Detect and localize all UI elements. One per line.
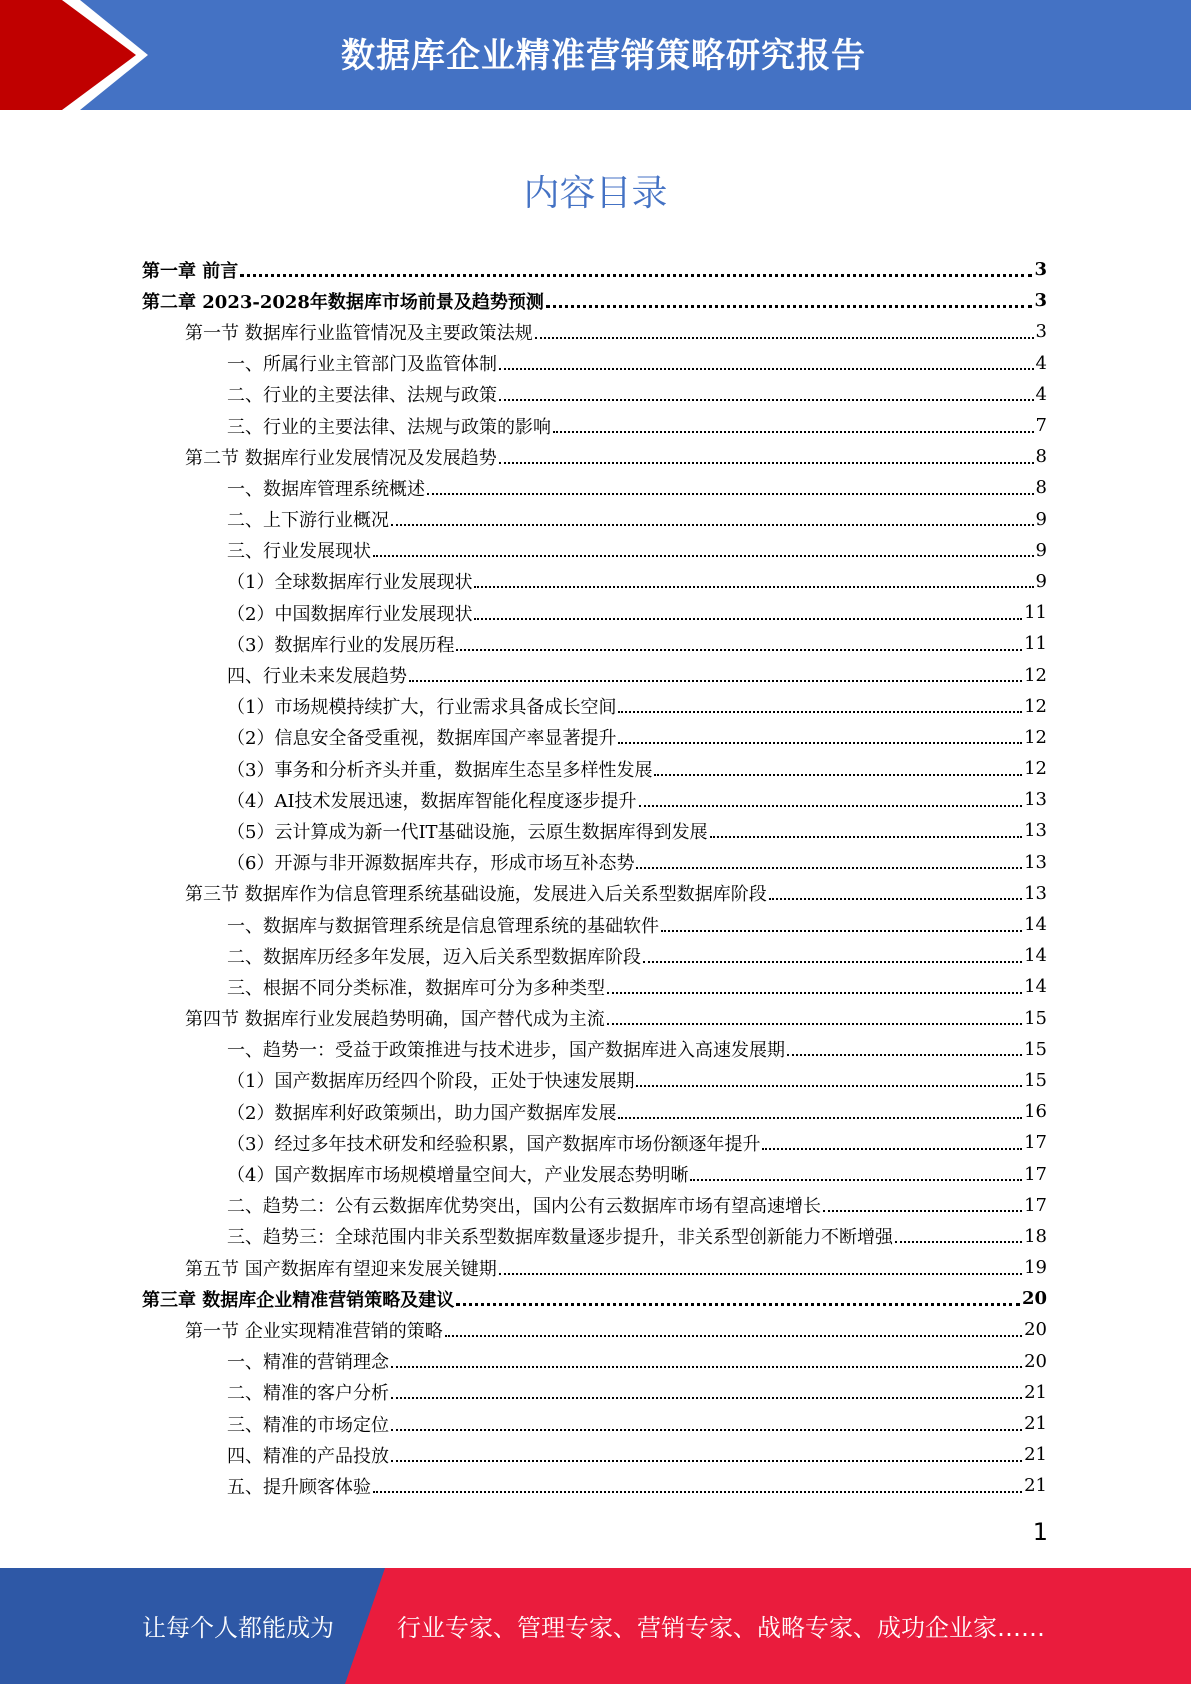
toc-leader-dots (373, 1491, 1022, 1493)
toc-entry-title: （4）AI技术发展迅速，数据库智能化程度逐步提升 (227, 790, 637, 812)
toc-entry[interactable] (142, 1003, 1047, 1034)
footer-band (0, 1568, 1191, 1684)
toc-entry[interactable] (142, 1377, 1047, 1408)
toc-leader-dots (391, 1366, 1022, 1368)
toc-entry-page: 11 (1024, 602, 1047, 624)
toc-leader-dots (607, 992, 1022, 994)
toc-leader-dots (762, 1148, 1022, 1150)
table-of-contents (142, 254, 1047, 1502)
toc-leader-dots (499, 462, 1034, 464)
toc-entry-page: 15 (1024, 1007, 1047, 1029)
toc-leader-dots (499, 368, 1034, 370)
toc-entry-page: 9 (1035, 508, 1047, 530)
toc-entry-title: 二、精准的客户分析 (227, 1383, 389, 1405)
toc-leader-dots (654, 774, 1022, 776)
toc-entry-title: （4）国产数据库市场规模增量空间大，产业发展态势明晰 (227, 1165, 689, 1187)
toc-entry[interactable] (142, 285, 1047, 316)
toc-entry-title: 第三节 数据库作为信息管理系统基础设施，发展进入后关系型数据库阶段 (185, 884, 767, 906)
toc-entry[interactable] (142, 940, 1047, 971)
toc-leader-dots (618, 1117, 1022, 1119)
toc-entry-page: 21 (1024, 1413, 1047, 1435)
toc-leader-dots (535, 337, 1034, 339)
toc-entry-title: （3）经过多年技术研发和经验积累，国产数据库市场份额逐年提升 (227, 1133, 761, 1155)
toc-leader-dots (409, 680, 1022, 682)
toc-entry-page: 9 (1035, 570, 1047, 592)
toc-leader-dots (391, 524, 1034, 526)
toc-leader-dots (445, 1335, 1022, 1337)
toc-entry-title: （2）数据库利好政策频出，助力国产数据库发展 (227, 1102, 617, 1124)
toc-entry[interactable] (142, 659, 1047, 690)
toc-entry-title: 第四节 数据库行业发展趋势明确，国产替代成为主流 (185, 1009, 605, 1031)
toc-entry-page: 20 (1024, 1350, 1047, 1372)
toc-entry-title: 第一节 数据库行业监管情况及主要政策法规 (185, 322, 533, 344)
toc-entry-title: （2）信息安全备受重视，数据库国产率显著提升 (227, 728, 617, 750)
toc-leader-dots (618, 711, 1022, 713)
toc-entry[interactable] (142, 316, 1047, 347)
toc-entry-page: 7 (1035, 415, 1047, 437)
toc-entry[interactable] (142, 909, 1047, 940)
toc-entry-title: （1）国产数据库历经四个阶段，正处于快速发展期 (227, 1071, 635, 1093)
toc-entry-title: 三、精准的市场定位 (227, 1414, 389, 1436)
toc-entry[interactable] (142, 472, 1047, 503)
toc-entry[interactable] (142, 535, 1047, 566)
toc-entry-title: （3）事务和分析齐头并重，数据库生态呈多样性发展 (227, 759, 653, 781)
toc-entry-page: 20 (1021, 1288, 1047, 1310)
toc-entry[interactable] (142, 254, 1047, 285)
toc-leader-dots (546, 305, 1033, 308)
toc-leader-dots (391, 1397, 1022, 1399)
toc-entry-page: 13 (1024, 882, 1047, 904)
toc-entry[interactable] (142, 1190, 1047, 1221)
toc-entry-title: （6）开源与非开源数据库共存，形成市场互补态势 (227, 853, 635, 875)
toc-entry-title: 四、行业未来发展趋势 (227, 666, 407, 688)
toc-entry-title: 三、根据不同分类标准，数据库可分为多种类型 (227, 977, 605, 999)
toc-entry-title: 二、数据库历经多年发展，迈入后关系型数据库阶段 (227, 946, 641, 968)
toc-entry-page: 21 (1024, 1444, 1047, 1466)
toc-leader-dots (499, 1273, 1022, 1275)
footer-roles: 行业专家、管理专家、营销专家、战略专家、成功企业家…… (397, 1614, 1045, 1642)
toc-leader-dots (661, 930, 1022, 932)
report-title: 数据库企业精准营销策略研究报告 (341, 36, 866, 76)
toc-entry[interactable] (142, 1408, 1047, 1439)
toc-leader-dots (474, 586, 1033, 588)
toc-entry-page: 12 (1024, 664, 1047, 686)
toc-entry-title: 第五节 国产数据库有望迎来发展关键期 (185, 1258, 497, 1280)
toc-leader-dots (427, 493, 1034, 495)
toc-entry-title: 一、趋势一：受益于政策推进与技术进步，国产数据库进入高速发展期 (227, 1040, 785, 1062)
toc-entry-title: 三、行业的主要法律、法规与政策的影响 (227, 416, 551, 438)
toc-leader-dots (553, 431, 1034, 433)
toc-entry-page: 8 (1035, 446, 1047, 468)
toc-entry-page: 17 (1024, 1163, 1047, 1185)
toc-entry[interactable] (142, 1252, 1047, 1283)
toc-entry-page: 3 (1034, 290, 1047, 312)
toc-entry[interactable] (142, 1470, 1047, 1501)
toc-entry-page: 13 (1024, 789, 1047, 811)
toc-entry[interactable] (142, 441, 1047, 472)
toc-leader-dots (240, 274, 1032, 277)
toc-entry-title: （5）云计算成为新一代IT基础设施，云原生数据库得到发展 (227, 821, 708, 843)
toc-entry-title: 二、上下游行业概况 (227, 510, 389, 532)
toc-entry-title: 三、行业发展现状 (227, 541, 371, 563)
toc-entry-page: 3 (1035, 321, 1047, 343)
toc-entry-title: （2）中国数据库行业发展现状 (227, 603, 473, 625)
toc-entry-page: 21 (1024, 1381, 1047, 1403)
toc-leader-dots (456, 649, 1022, 651)
toc-entry-title: 第二章 2023-2028年数据库市场前景及趋势预测 (142, 291, 544, 313)
toc-entry[interactable] (142, 1127, 1047, 1158)
toc-entry-page: 14 (1024, 976, 1047, 998)
toc-entry[interactable] (142, 1158, 1047, 1189)
toc-entry-page: 20 (1024, 1319, 1047, 1341)
toc-leader-dots (474, 618, 1022, 620)
toc-entry-page: 9 (1035, 539, 1047, 561)
toc-leader-dots (499, 399, 1034, 401)
toc-entry[interactable] (142, 566, 1047, 597)
toc-entry[interactable] (142, 722, 1047, 753)
toc-entry-title: 第二节 数据库行业发展情况及发展趋势 (185, 447, 497, 469)
toc-entry-page: 17 (1024, 1194, 1047, 1216)
toc-leader-dots (618, 742, 1022, 744)
toc-leader-dots (895, 1241, 1022, 1243)
toc-entry-page: 12 (1024, 695, 1047, 717)
toc-leader-dots (769, 898, 1022, 900)
toc-entry[interactable] (142, 379, 1047, 410)
toc-entry-title: （1）全球数据库行业发展现状 (227, 572, 473, 594)
header-band (0, 0, 1191, 110)
toc-entry[interactable] (142, 1439, 1047, 1470)
toc-entry-title: 四、精准的产品投放 (227, 1445, 389, 1467)
toc-entry-title: （1）市场规模持续扩大，行业需求具备成长空间 (227, 697, 617, 719)
toc-entry-title: 一、所属行业主管部门及监管体制 (227, 354, 497, 376)
toc-entry-page: 16 (1024, 1101, 1047, 1123)
toc-leader-dots (607, 1023, 1022, 1025)
toc-entry-title: 第一节 企业实现精准营销的策略 (185, 1320, 443, 1342)
toc-entry-page: 14 (1024, 914, 1047, 936)
toc-entry[interactable] (142, 878, 1047, 909)
toc-entry[interactable] (142, 1034, 1047, 1065)
toc-entry-page: 19 (1024, 1257, 1047, 1279)
toc-entry-title: 二、趋势二：公有云数据库优势突出，国内公有云数据库市场有望高速增长 (227, 1196, 821, 1218)
toc-title: 内容目录 (523, 173, 668, 214)
toc-leader-dots (636, 1085, 1022, 1087)
toc-entry[interactable] (142, 1221, 1047, 1252)
toc-leader-dots (690, 1179, 1022, 1181)
toc-entry-page: 12 (1024, 758, 1047, 780)
toc-entry[interactable] (142, 691, 1047, 722)
toc-entry-page: 21 (1024, 1475, 1047, 1497)
toc-entry-title: 一、数据库与数据管理系统是信息管理系统的基础软件 (227, 915, 659, 937)
toc-entry[interactable] (142, 815, 1047, 846)
toc-entry-title: 一、数据库管理系统概述 (227, 478, 425, 500)
toc-leader-dots (391, 1429, 1022, 1431)
toc-entry[interactable] (142, 1283, 1047, 1314)
toc-entry-title: 第三章 数据库企业精准营销策略及建议 (142, 1289, 455, 1311)
toc-leader-dots (636, 867, 1022, 869)
toc-entry[interactable] (142, 784, 1047, 815)
toc-entry-title: 一、精准的营销理念 (227, 1352, 389, 1374)
toc-entry-page: 12 (1024, 726, 1047, 748)
toc-leader-dots (456, 1303, 1020, 1306)
toc-entry[interactable] (142, 628, 1047, 659)
toc-entry[interactable] (142, 1065, 1047, 1096)
toc-leader-dots (823, 1210, 1022, 1212)
toc-entry[interactable] (142, 971, 1047, 1002)
toc-entry[interactable] (142, 597, 1047, 628)
toc-entry-page: 15 (1024, 1038, 1047, 1060)
toc-entry-page: 18 (1024, 1225, 1047, 1247)
toc-entry[interactable] (142, 1346, 1047, 1377)
toc-entry-page: 11 (1024, 633, 1047, 655)
toc-entry-page: 17 (1024, 1132, 1047, 1154)
toc-entry-title: 三、趋势三：全球范围内非关系型数据库数量逐步提升，非关系型创新能力不断增强 (227, 1227, 893, 1249)
toc-entry[interactable] (142, 348, 1047, 379)
toc-entry[interactable] (142, 847, 1047, 878)
toc-entry-page: 14 (1024, 945, 1047, 967)
toc-entry-title: （3）数据库行业的发展历程 (227, 634, 455, 656)
toc-entry-page: 15 (1024, 1069, 1047, 1091)
toc-leader-dots (391, 1460, 1022, 1462)
toc-entry-page: 13 (1024, 851, 1047, 873)
footer-slogan: 让每个人都能成为 (142, 1614, 334, 1642)
toc-leader-dots (710, 836, 1023, 838)
toc-entry[interactable] (142, 504, 1047, 535)
toc-entry[interactable] (142, 410, 1047, 441)
page-number: 1 (1032, 1518, 1048, 1546)
toc-leader-dots (373, 555, 1034, 557)
toc-entry-title: 五、提升顾客体验 (227, 1476, 371, 1498)
toc-leader-dots (639, 805, 1023, 807)
toc-entry[interactable] (142, 1096, 1047, 1127)
toc-entry[interactable] (142, 1314, 1047, 1345)
toc-entry-page: 8 (1035, 477, 1047, 499)
toc-entry-page: 4 (1035, 383, 1047, 405)
toc-entry-title: 第一章 前言 (142, 260, 239, 282)
toc-entry-page: 3 (1034, 259, 1047, 281)
toc-leader-dots (787, 1054, 1022, 1056)
toc-entry-title: 二、行业的主要法律、法规与政策 (227, 385, 497, 407)
toc-entry[interactable] (142, 753, 1047, 784)
toc-leader-dots (643, 961, 1022, 963)
toc-entry-page: 4 (1035, 352, 1047, 374)
toc-entry-page: 13 (1024, 820, 1047, 842)
